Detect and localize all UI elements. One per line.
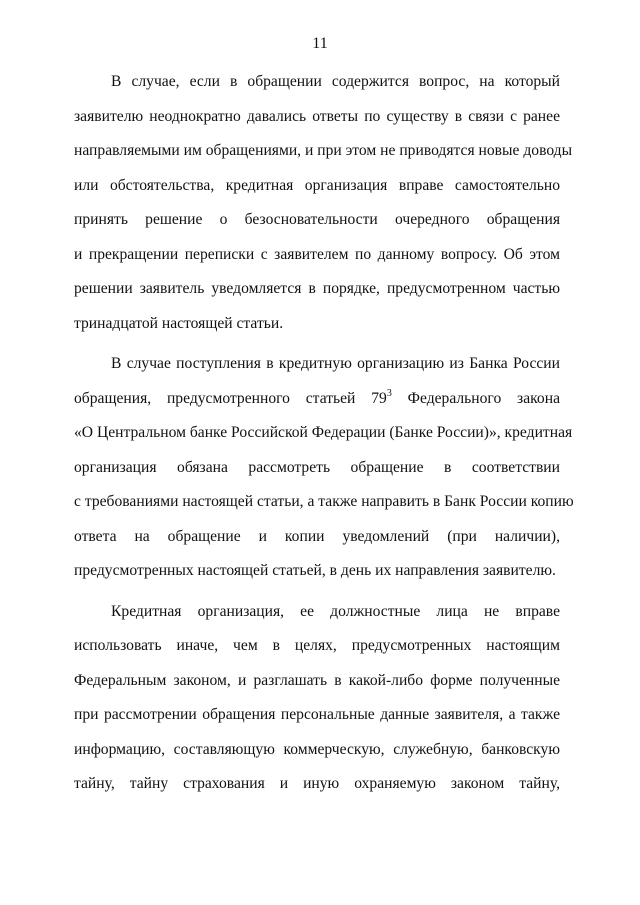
superscript-number: 3 <box>386 387 392 399</box>
document-body <box>74 72 574 809</box>
paragraph-2 <box>74 354 574 596</box>
text-line: решении заявитель уведомляется в порядке, предусмотренном частью <box>74 280 560 297</box>
paragraph-1 <box>74 72 573 348</box>
text-line: В случае, если в обращении содержится вопрос, на который <box>111 73 560 90</box>
text-line: и прекращении переписки с заявителем по данному вопросу. Об этом <box>74 245 560 263</box>
text-line: направляемыми им обращениями, и при этом не приводятся новые доводы <box>74 142 573 159</box>
page-number: 11 <box>312 35 328 52</box>
text-line: тринадцатой настоящей статьи. <box>74 314 284 332</box>
text-line: с требованиями настоящей статьи, а также направить в Банк России копию <box>74 493 574 510</box>
text-line-end: Федерального закона <box>407 389 560 407</box>
text-line: предусмотренных настоящей статьей, в день их направления заявителю. <box>74 562 556 579</box>
text-line: организация обязана рассмотреть обращение в соответствии <box>74 458 560 476</box>
text-line: информацию, составляющую коммерческую, служебную, банковскую <box>74 740 560 758</box>
paragraph-3 <box>74 602 560 809</box>
text-line: В случае поступления в кредитную организацию из Банка России <box>111 355 560 372</box>
text-line: при рассмотрении обращения персональные данные заявителя, а также <box>74 706 560 723</box>
text-line: или обстоятельства, кредитная организация вправе самостоятельно <box>74 176 560 194</box>
text-line: принять решение о безосновательности очередного обращения <box>74 211 560 228</box>
text-line: ответа на обращение и копии уведомлений (при наличии), <box>74 527 560 545</box>
text-line-start: обращения, предусмотренного статьей 79 <box>74 389 387 407</box>
text-line: заявителю неоднократно давались ответы по существу в связи с ранее <box>74 107 560 125</box>
text-line: тайну, тайну страхования и иную охраняемую законом тайну, <box>74 775 560 792</box>
text-line: использовать иначе, чем в целях, предусмотренных настоящим <box>74 637 560 654</box>
text-line-with-footnote <box>74 389 560 424</box>
text-line: Кредитная организация, ее должностные лица не вправе <box>111 602 560 620</box>
text-line: «О Центральном банке Российской Федерации (Банке России)», кредитная <box>74 424 573 441</box>
text-line: Федеральным законом, и разглашать в какой-либо форме полученные <box>74 671 560 689</box>
